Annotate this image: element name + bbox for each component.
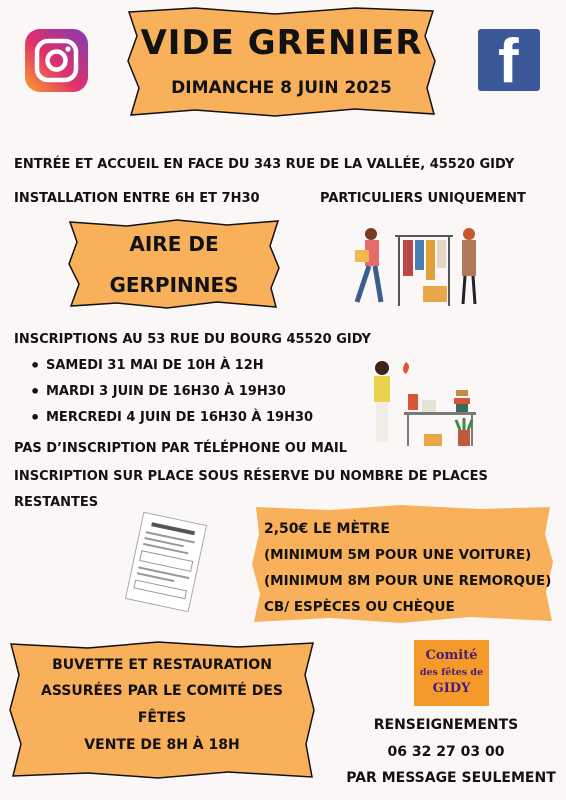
event-date: DIMANCHE 8 JUIN 2025: [171, 78, 392, 98]
comite-logo: [414, 640, 489, 706]
buvette-line3: FÊTES: [137, 710, 187, 726]
car-minimum: (MINIMUM 5M POUR UNE VOITURE): [264, 547, 532, 563]
facebook-glyph: f: [498, 29, 519, 91]
inscription-date: • MERCREDI 4 JUIN DE 16H30 À 19H30: [18, 405, 313, 431]
inscription-date: • MARDI 3 JUIN DE 16H30 À 19H30: [18, 379, 313, 405]
payment-methods: CB/ ESPÈCES OU CHÈQUE: [264, 599, 455, 615]
particuliers-info: PARTICULIERS UNIQUEMENT: [320, 191, 526, 206]
instagram-icon[interactable]: [25, 29, 88, 92]
buvette-hours: VENTE DE 8H À 18H: [84, 737, 240, 753]
price-per-meter: 2,50€ LE MÈTRE: [264, 521, 390, 537]
location-banner: [67, 218, 281, 310]
entrance-info: ENTRÉE ET ACCUEIL EN FACE DU 343 RUE DE LA VALLÉE, 45520 GIDY: [14, 157, 515, 172]
buvette-line2: ASSURÉES PAR LE COMITÉ DES: [41, 683, 283, 699]
contact-note: PAR MESSAGE SEULEMENT: [346, 770, 556, 786]
trailer-minimum: (MINIMUM 8M POUR UNE REMORQUE): [264, 573, 552, 589]
contact-phone[interactable]: 06 32 27 03 00: [387, 744, 505, 760]
inscription-dates-list: [18, 353, 313, 431]
registration-form-illustration: [120, 512, 212, 612]
installation-info: INSTALLATION ENTRE 6H ET 7H30: [14, 191, 260, 206]
contact-heading: RENSEIGNEMENTS: [373, 717, 519, 733]
buvette-banner: [8, 640, 316, 780]
page-title: VIDE GRENIER: [140, 23, 423, 63]
inscriptions-heading: INSCRIPTIONS AU 53 RUE DU BOURG 45520 GIDY: [14, 332, 371, 347]
pricing-box: [250, 504, 555, 624]
inscription-date: • SAMEDI 31 MAI DE 10H À 12H: [18, 353, 313, 379]
vendor-table-illustration: [360, 356, 490, 452]
logo-line3: GIDY: [432, 681, 471, 696]
onsite-notice-line2: RESTANTES: [14, 495, 99, 510]
facebook-icon[interactable]: [478, 29, 540, 91]
logo-line1: Comité: [425, 648, 478, 663]
title-banner: [125, 6, 438, 119]
location-line2: GERPINNES: [109, 273, 239, 297]
buvette-line1: BUVETTE ET RESTAURATION: [52, 657, 272, 673]
logo-line2: des fêtes de: [419, 667, 484, 678]
no-phone-notice: PAS D’INSCRIPTION PAR TÉLÉPHONE OU MAIL: [14, 441, 348, 456]
location-line1: AIRE DE: [129, 232, 219, 256]
onsite-notice-line1: INSCRIPTION SUR PLACE SOUS RÉSERVE DU NOMBRE DE PLACES: [14, 469, 488, 484]
clothes-rack-illustration: [345, 222, 485, 310]
